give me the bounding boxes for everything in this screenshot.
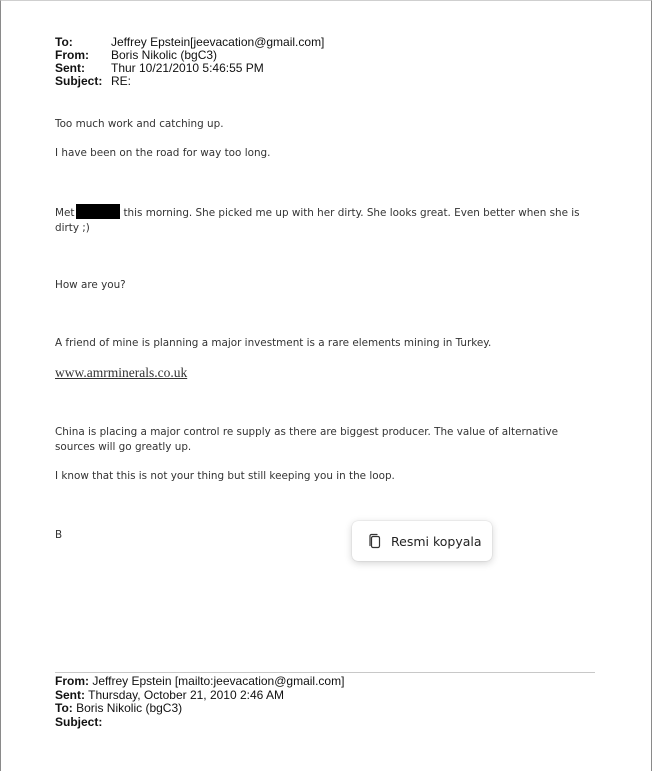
forwarded-subject: [55, 716, 102, 730]
header-subject-value: RE:: [111, 74, 132, 88]
forward-divider: [55, 672, 595, 673]
header-sent-label: Sent:: [55, 61, 85, 75]
header-to-label: To:: [55, 35, 73, 49]
forwarded-to-label: To:: [55, 701, 73, 715]
body-paragraph-1: Too much work and catching up.: [55, 118, 224, 130]
header-subject: [55, 75, 131, 88]
body-paragraph-3: [55, 204, 600, 236]
forwarded-from: [55, 675, 344, 689]
copy-icon: [367, 533, 383, 549]
body-paragraph-5: A friend of mine is planning a major investment is a rare elements mining in Turkey.: [55, 337, 492, 349]
forwarded-subject-label: Subject:: [55, 714, 103, 729]
forwarded-sent: [55, 689, 284, 703]
forwarded-from-value: Jeffrey Epstein [mailto:jeevacation@gmail.com]: [92, 674, 345, 688]
forwarded-sent-value: Thursday, October 21, 2010 2:46 AM: [88, 687, 285, 702]
body-paragraph-7: I know that this is not your thing but still keeping you in the loop.: [55, 470, 395, 482]
header-from-label: From:: [55, 48, 89, 62]
header-sent-value: Thur 10/21/2010 5:46:55 PM: [111, 61, 264, 75]
amrminerals-link[interactable]: www.amrminerals.co.uk: [55, 365, 188, 380]
body-paragraph-2: I have been on the road for way too long.: [55, 147, 271, 159]
copy-image-label: Resmi kopyala: [391, 533, 482, 549]
body-paragraph-3-end: this morning. She picked me up with her dirty. She looks great. Even better when she is dirty ;): [55, 207, 580, 234]
forwarded-to: [55, 702, 182, 716]
forwarded-to-value: Boris Nikolic (bgC3): [76, 701, 183, 715]
forwarded-from-label: From:: [55, 674, 89, 688]
body-paragraph-3-start: Met: [55, 207, 75, 219]
signature: B: [55, 529, 63, 541]
body-paragraph-4: How are you?: [55, 279, 126, 291]
body-paragraph-6: China is placing a major control re supply as there are biggest producer. The value of alternative sources will go greatly up.: [55, 426, 559, 453]
header-to-value: Jeffrey Epstein[jeevacation@gmail.com]: [111, 35, 325, 49]
header-subject-label: Subject:: [55, 74, 103, 88]
redaction-box: [76, 204, 120, 219]
forwarded-sent-label: Sent:: [55, 687, 85, 702]
header-from-value: Boris Nikolic (bgC3): [111, 48, 218, 62]
copy-image-button[interactable]: [352, 521, 492, 561]
